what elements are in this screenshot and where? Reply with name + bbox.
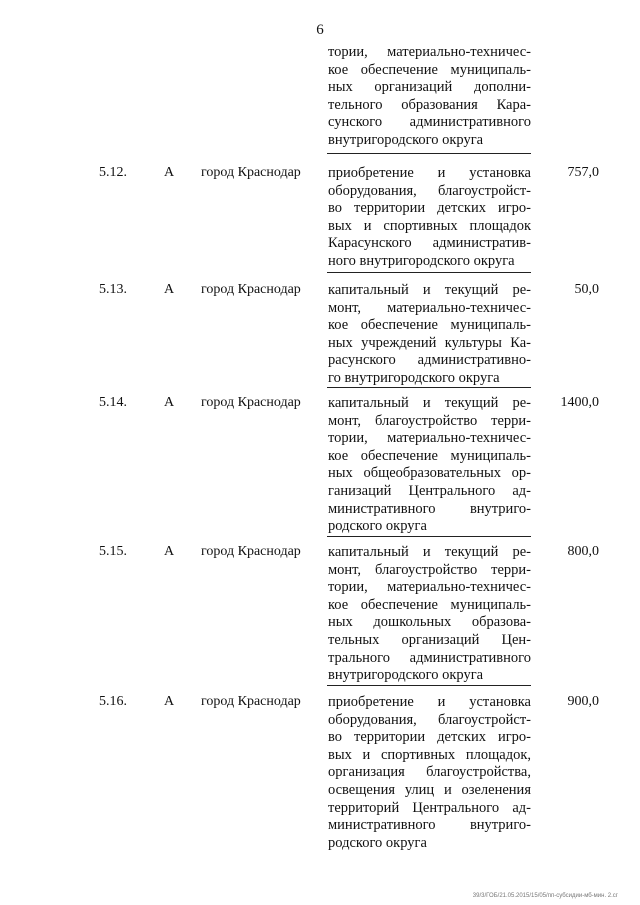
description-line: внутригородского округа bbox=[328, 667, 484, 684]
description-line: кое обеспечение муниципаль- bbox=[328, 447, 531, 464]
description-line: капитальный и текущий ре- bbox=[328, 395, 531, 411]
row-description bbox=[328, 544, 531, 685]
description-line: родского округа bbox=[328, 518, 427, 535]
description-line: министративного внутриго- bbox=[328, 817, 531, 834]
description-line: расунского административно- bbox=[328, 352, 531, 369]
row-number: 5.12. bbox=[99, 165, 127, 180]
row-category: А bbox=[164, 165, 175, 180]
row-amount: 1400,0 bbox=[560, 395, 599, 410]
row-municipality: город Краснодар bbox=[201, 694, 301, 709]
row-description bbox=[328, 165, 531, 271]
description-line: тории, материально-техничес- bbox=[328, 44, 531, 60]
row-category: А bbox=[164, 694, 175, 709]
description-line: во территории детских игро- bbox=[328, 200, 531, 217]
description-line: министративного внутриго- bbox=[328, 500, 531, 517]
description-line: монт, благоустройство терри- bbox=[328, 412, 531, 429]
description-line: тельного образования Кара- bbox=[328, 96, 531, 113]
description-line: тельных организаций Цен- bbox=[328, 631, 531, 648]
description-line: кое обеспечение муниципаль- bbox=[328, 61, 531, 78]
row-municipality: город Краснодар bbox=[201, 165, 301, 180]
description-line: вых и спортивных площадок bbox=[328, 217, 531, 234]
row-category: А bbox=[164, 544, 175, 559]
description-line: сунского административного bbox=[328, 114, 531, 131]
row-amount: 757,0 bbox=[567, 165, 599, 180]
row-divider bbox=[327, 272, 531, 273]
row-category: А bbox=[164, 395, 175, 410]
description-line: ного внутригородского округа bbox=[328, 252, 515, 269]
description-line: приобретение и установка bbox=[328, 694, 531, 710]
row-divider bbox=[327, 153, 531, 154]
description-line: тории, материально-техничес- bbox=[328, 430, 531, 447]
description-line: оборудования, благоустройст- bbox=[328, 711, 531, 728]
row-description bbox=[328, 282, 531, 388]
row-municipality: город Краснодар bbox=[201, 544, 301, 559]
row-description bbox=[328, 694, 531, 852]
description-line: приобретение и установка bbox=[328, 165, 531, 181]
row-municipality: город Краснодар bbox=[201, 395, 301, 410]
description-line: внутригородского округа bbox=[328, 131, 484, 148]
description-line: кое обеспечение муниципаль- bbox=[328, 317, 531, 334]
description-line: тории, материально-техничес- bbox=[328, 579, 531, 596]
row-divider bbox=[327, 387, 531, 388]
row-amount: 900,0 bbox=[567, 694, 599, 709]
description-line: ных организаций дополни- bbox=[328, 79, 531, 96]
row-number: 5.13. bbox=[99, 282, 127, 297]
description-line: го внутригородского округа bbox=[328, 369, 500, 386]
description-line: организация благоустройства, bbox=[328, 764, 531, 781]
description-line: ганизаций Центрального ад- bbox=[328, 482, 531, 499]
page-number: 6 bbox=[316, 22, 324, 38]
row-divider bbox=[327, 536, 531, 537]
description-line: вых и спортивных площадок, bbox=[328, 746, 531, 763]
row-category: А bbox=[164, 282, 175, 297]
row-number: 5.16. bbox=[99, 694, 127, 709]
continuation-description bbox=[328, 44, 531, 150]
row-divider bbox=[327, 685, 531, 686]
description-line: капитальный и текущий ре- bbox=[328, 544, 531, 560]
description-line: территорий Центрального ад- bbox=[328, 799, 531, 816]
description-line: Карасунского административ- bbox=[328, 235, 531, 252]
row-amount: 800,0 bbox=[567, 544, 599, 559]
description-line: освещения улиц и озеленения bbox=[328, 781, 531, 798]
description-line: кое обеспечение муниципаль- bbox=[328, 596, 531, 613]
row-number: 5.14. bbox=[99, 395, 127, 410]
description-line: трального административного bbox=[328, 649, 531, 666]
row-description bbox=[328, 395, 531, 536]
description-line: ных учреждений культуры Ка- bbox=[328, 334, 531, 351]
description-line: во территории детских игро- bbox=[328, 729, 531, 746]
row-municipality: город Краснодар bbox=[201, 282, 301, 297]
description-line: родского округа bbox=[328, 834, 427, 851]
description-line: оборудования, благоустройст- bbox=[328, 182, 531, 199]
row-amount: 50,0 bbox=[574, 282, 599, 297]
footer-file-reference: 39/3/ГОБ/21.05.2015/15/05/пп-субсидии-мб-мин. 2.сг bbox=[472, 893, 618, 899]
row-number: 5.15. bbox=[99, 544, 127, 559]
description-line: капитальный и текущий ре- bbox=[328, 282, 531, 298]
description-line: монт, материально-техничес- bbox=[328, 299, 531, 316]
description-line: ных общеобразовательных ор- bbox=[328, 465, 531, 482]
description-line: ных дошкольных образова- bbox=[328, 614, 531, 631]
description-line: монт, благоустройство терри- bbox=[328, 561, 531, 578]
